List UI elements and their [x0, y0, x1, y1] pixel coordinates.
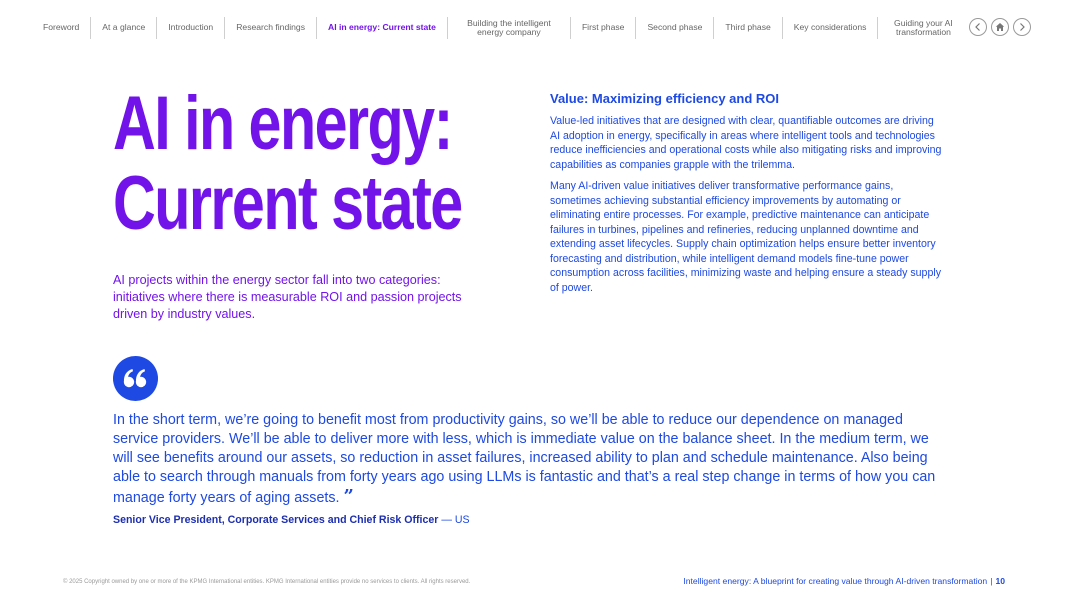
nav-guiding-ai-transformation[interactable]: Guiding your AI transformation	[894, 17, 953, 37]
attribution-location: US	[454, 514, 470, 526]
value-paragraph-1: Value-led initiatives that are designed with clear, quantifiable outcomes are driving AI adoption in energy, specifically in areas where intelligent tools and technologies reduce inefficiencies and operational costs while also mitigating risks and improving capabilities as companies grapple with the trilemma.	[550, 115, 942, 171]
nav-controls	[969, 18, 1031, 36]
chevron-left-icon	[973, 22, 983, 32]
nav-key-considerations[interactable]: Key considerations	[783, 17, 879, 39]
nav-second-phase[interactable]: Second phase	[636, 17, 714, 39]
chevron-right-icon	[1017, 22, 1027, 32]
value-section	[550, 91, 942, 302]
footer-document-info	[683, 576, 1005, 586]
nav-introduction[interactable]: Introduction	[157, 17, 225, 39]
nav-first-phase[interactable]: First phase	[571, 17, 637, 39]
nav-third-phase[interactable]: Third phase	[714, 17, 782, 39]
home-button[interactable]	[991, 18, 1009, 36]
footer-separator: |	[990, 576, 993, 586]
quote-text	[113, 411, 943, 508]
quote-body: In the short term, we’re going to benefit most from productivity gains, so we’ll be able to reduce our dependence on managed service providers. We’ll be able to deliver more with less, which is immediate value on the balance sheet. In the medium term, we will see benefits around our assets, so reduction in asset failures, increased ability to plan and schedule maintenance. Also being able to search through manuals from forty years ago using LLMs is fantastic and that’s a real step change in terms of how you can manage forty years of aging assets.	[113, 412, 936, 506]
value-heading: Value: Maximizing efficiency and ROI	[550, 91, 780, 106]
top-navigation	[32, 16, 968, 40]
attribution-separator: —	[438, 514, 455, 526]
quote-open-icon	[113, 356, 158, 401]
footer-document-title: Intelligent energy: A blueprint for creating value through AI-driven transformation	[683, 576, 988, 586]
nav-at-a-glance[interactable]: At a glance	[91, 17, 157, 39]
page-title-line-1: AI in energy:	[113, 81, 452, 166]
previous-page-button[interactable]	[969, 18, 987, 36]
home-icon	[995, 22, 1005, 32]
nav-ai-in-energy-current-state[interactable]: AI in energy: Current state	[317, 17, 448, 39]
quote-close-mark: ”	[343, 486, 354, 507]
copyright-notice: © 2025 Copyright owned by one or more of the KPMG International entities. KPMG International entities provide no services to clients. All rights reserved.	[63, 579, 471, 585]
attribution-role: Senior Vice President, Corporate Services and Chief Risk Officer	[113, 514, 439, 526]
nav-foreword[interactable]: Foreword	[32, 17, 91, 39]
nav-research-findings[interactable]: Research findings	[225, 17, 317, 39]
nav-building-intelligent-energy-company[interactable]: Building the intelligent energy company	[448, 17, 571, 39]
page-title	[113, 81, 462, 246]
page-number: 10	[995, 576, 1005, 586]
quote-attribution	[113, 514, 470, 526]
next-page-button[interactable]	[1013, 18, 1031, 36]
intro-text: AI projects within the energy sector fall into two categories: initiatives where there is measurable ROI and passion projects driven by industry values.	[113, 273, 462, 321]
value-paragraph-2: Many AI-driven value initiatives deliver transformative performance gains, sometimes achieving substantial efficiency improvements by automating or eliminating entire processes. For example, predictive maintenance can anticipate failures in turbines, pipelines and refineries, reducing unplanned downtime and extending asset lifecycles. Supply chain optimization helps ensure better inventory forecasting and distribution, while intelligent demand models fine-tune power consumption across facilities, minimizing waste and helping ensure a steady supply of power.	[550, 180, 941, 294]
page-title-line-2: Current state	[113, 161, 462, 246]
